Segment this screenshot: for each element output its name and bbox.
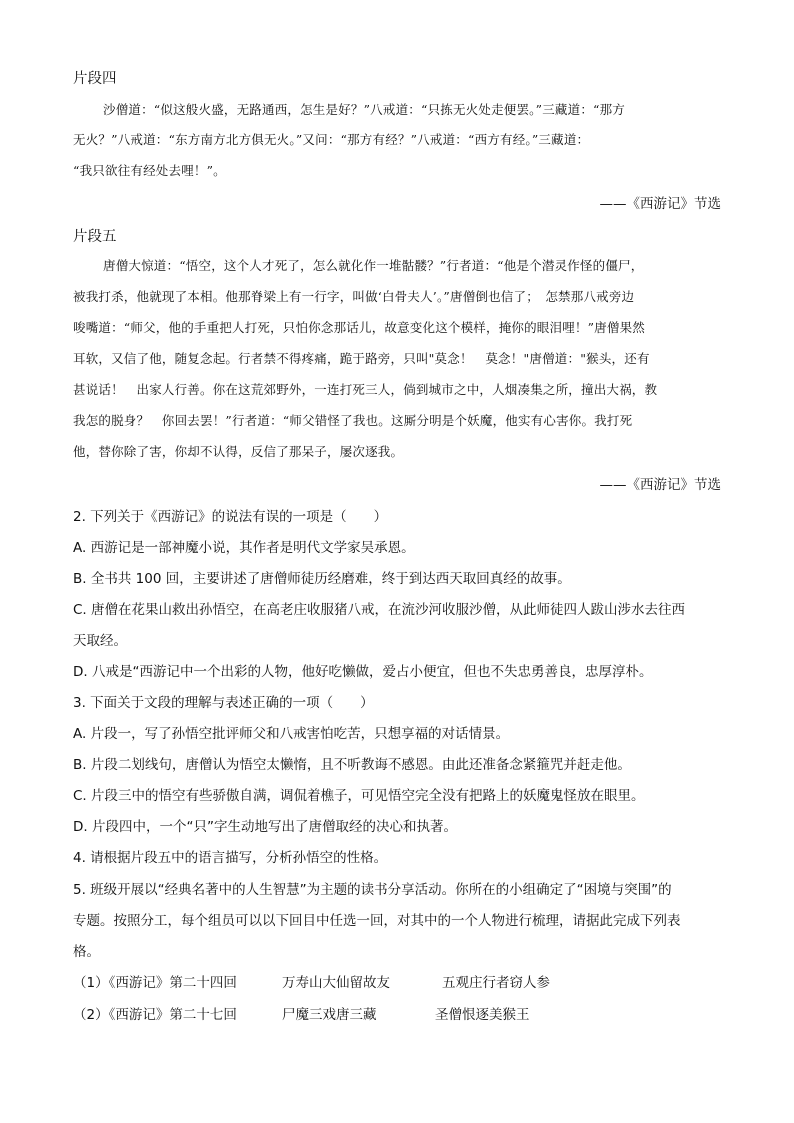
chapter-title-part1: 尸魔三戏唐三藏: [282, 1007, 377, 1023]
question2-option-c: C. 唐僧在花果山救出孙悟空，在高老庄收服猪八戒，在流沙河收服沙僧，从此师徒四人跋山涉水去往西: [73, 602, 686, 618]
question4-stem: 4. 请根据片段五中的语言描写，分析孙悟空的性格。: [73, 850, 388, 866]
question2-option-d: D. 八戒是“西游记中一个出彩的人物，他好吃懒做，爱占小便宜，但也不失忠勇善良，忠厚淳朴。: [73, 664, 653, 680]
question2-stem: 2. 下列关于《西游记》的说法有误的一项是（ ）: [73, 509, 388, 525]
question5-line: 5. 班级开展以“经典名著中的人生智慧”为主题的读书分享活动。你所在的小组确定了“困境与突围”的: [73, 882, 672, 898]
fragment4-line: 无火？”八戒道：“东方南方北方俱无火。”又问：“那方有经？”八戒道：“西方有经。”三藏道：: [73, 132, 590, 147]
fragment4-line: 沙僧道：“似这般火盛，无路通西，怎生是好？”八戒道：“只拣无火处走便罢。”三藏道：“那方: [103, 102, 626, 117]
fragment5-heading: 片段五: [73, 229, 117, 245]
question2-option-a: A. 西游记是一部神魔小说，其作者是明代文学家吴承恩。: [73, 540, 415, 556]
question3-option-d: D. 片段四中，一个“只”字生动地写出了唐僧取经的决心和执著。: [73, 819, 457, 835]
fragment5-line: 他，替你除了害，你却不认得，反信了那呆子，屡次逐我。: [73, 444, 404, 459]
fragment5-line: 甚说话！ 出家人行善。你在这荒郊野外，一连打死三人，倘到城市之中，人烟凑集之所，撞出大祸，教: [73, 382, 658, 397]
chapter-title-part1: 万寿山大仙留故友: [282, 975, 390, 991]
fragment4-line: “我只欲往有经处去哩！”。: [73, 163, 226, 178]
fragment4-source: ——《西游记》节选: [599, 196, 721, 212]
fragment5-line: 我怎的脱身？ 你回去罢！”行者道：“师父错怪了我也。这厮分明是个妖魔，他实有心害你。我打死: [73, 413, 633, 428]
question2-option-b: B. 全书共 100 回，主要讲述了唐僧师徒历经磨难，终于到达西天取回真经的故事。: [73, 571, 571, 587]
question5-line: 格。: [73, 944, 100, 960]
chapter-number: （2）《西游记》第二十七回: [73, 1007, 237, 1023]
question2-option-c-cont: 天取经。: [73, 633, 127, 649]
fragment5-line: 被我打杀，他就现了本相。他那脊梁上有一行字，叫做‘白骨夫人’。”唐僧倒也信了； 怎禁那八戒旁边: [73, 289, 635, 304]
chapter-title-part2: 圣僧恨逐美猴王: [435, 1007, 530, 1023]
question3-option-b: B. 片段二划线句，唐僧认为悟空太懒惰，且不听教诲不感恩。由此还准备念紧箍咒并赶走他。: [73, 757, 631, 773]
fragment5-line: 唐僧大惊道：“悟空，这个人才死了，怎么就化作一堆骷髅？”行者道：“他是个潜灵作怪的僵尸，: [103, 258, 644, 273]
question3-stem: 3. 下面关于文段的理解与表述正确的一项（ ）: [73, 695, 374, 711]
fragment5-source: ——《西游记》节选: [599, 477, 721, 493]
chapter-title-part2: 五观庄行者窃人参: [442, 975, 550, 991]
question3-option-c: C. 片段三中的悟空有些骄傲自满，调侃着樵子，可见悟空完全没有把路上的妖魔鬼怪放在眼里。: [73, 788, 645, 804]
fragment5-line: 唆嘴道：“师父，他的手重把人打死，只怕你念那话儿，故意变化这个模样，掩你的眼泪哩！”唐僧果然: [73, 320, 645, 335]
question3-option-a: A. 片段一，写了孙悟空批评师父和八戒害怕吃苦，只想享福的对话情景。: [73, 726, 510, 742]
fragment4-heading: 片段四: [73, 71, 117, 87]
chapter-number: （1）《西游记》第二十四回: [73, 975, 237, 991]
question5-line: 专题。按照分工，每个组员可以以下回目中任选一回，对其中的一个人物进行梳理，请据此完成下列表: [73, 913, 681, 929]
fragment5-line: 耳软，又信了他，随复念起。行者禁不得疼痛，跪于路旁，只叫"莫念！ 莫念！"唐僧道："猴头，还有: [73, 351, 650, 366]
